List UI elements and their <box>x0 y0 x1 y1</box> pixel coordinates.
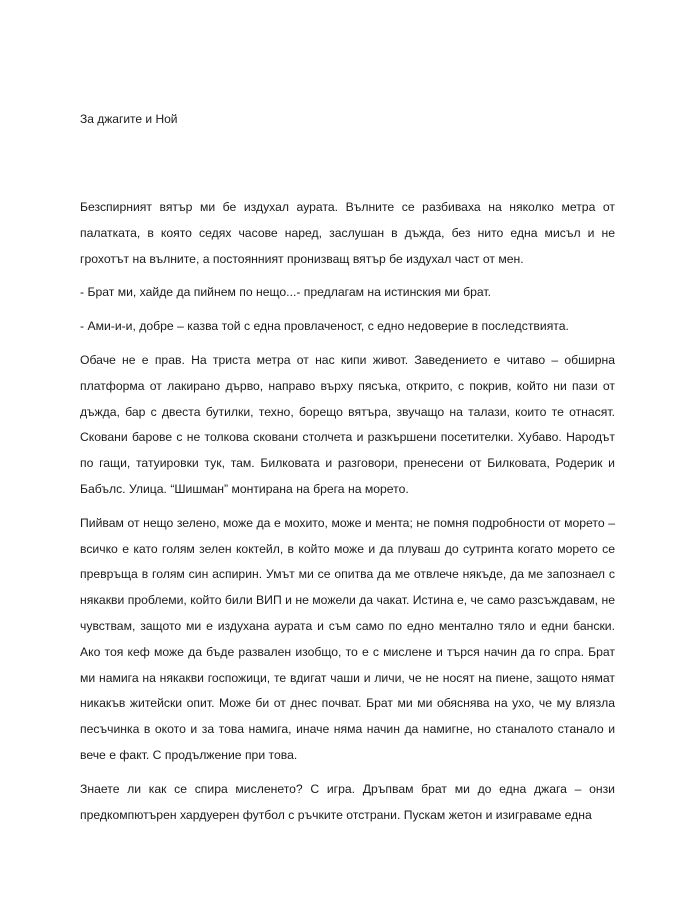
paragraph-6: Знаете ли как се спира мисленето? С игра. Дръпвам брат ми до една джага – онзи предкомпютърен хардуерен футбол с ръчките отстрани. Пускам жетон и изиграваме една <box>80 781 615 822</box>
paragraph-3: - Ами-и-и, добре – казва той с една провлаченост, с едно недоверие в последствията. <box>80 319 569 334</box>
document-title: За джагите и Ной <box>80 112 178 126</box>
paragraph-5: Пийвам от нещо зелено, може да е мохито, може и мента; не помня подробности от морето – всичко е като голям зелен коктейл, в който може и да плуваш до сутринта когато морето се превръща в голям син аспирин. Умът ми се опитва да ме отвлече някъде, да ме запознаел с някакви проблеми, който били ВИП и не можели да чакат. Истина е, че само разсъждавам, не чувствам, защото ми е издухана аурата и съм само по едно ментално тяло и едни бански. Ако тоя кеф може да бъде развален изобщо, то е с мислене и търся начин да го спра. Брат ми намига на някакви госпожици, те вдигат чаши и личи, че не носят на пиене, защото нямат никакъв житейски опит. Може би от днес почват. Брат ми ми обяснява на ухо, че му влязла песъчинка в окото и за това намига, иначе няма начин да намигне, но станалото станало и вече е факт. С продължение при това. <box>80 515 615 762</box>
paragraph-1: Безспирният вятър ми бе издухал аурата. Вълните се разбиваха на няколко метра от палатката, в която седях часове наред, заслушан в дъжда, без нито една мисъл и не грохотът на вълните, а постоянният пронизващ вятър бе издухал част от мен. <box>80 200 615 266</box>
paragraph-4: Обаче не е прав. На триста метра от нас кипи живот. Заведението е читаво – обширна платформа от лакирано дърво, направо върху пясъка, открито, с покрив, който ни пази от дъжда, бар с двеста бутилки, техно, борещо вятъра, звучащо на талази, които те отнасят. Сковани барове с не толкова сковани столчета и разкършени посетителки. Хубаво. Народът по гащи, татуировки тук, там. Билковата и разговори, пренесени от Билковата, Родерик и Бабълс. Улица. “Шишман” монтирана на брега на морето. <box>80 352 615 496</box>
document-body <box>80 195 615 836</box>
paragraph-2: - Брат ми, хайде да пийнем по нещо...- предлагам на истинския ми брат. <box>80 285 491 300</box>
